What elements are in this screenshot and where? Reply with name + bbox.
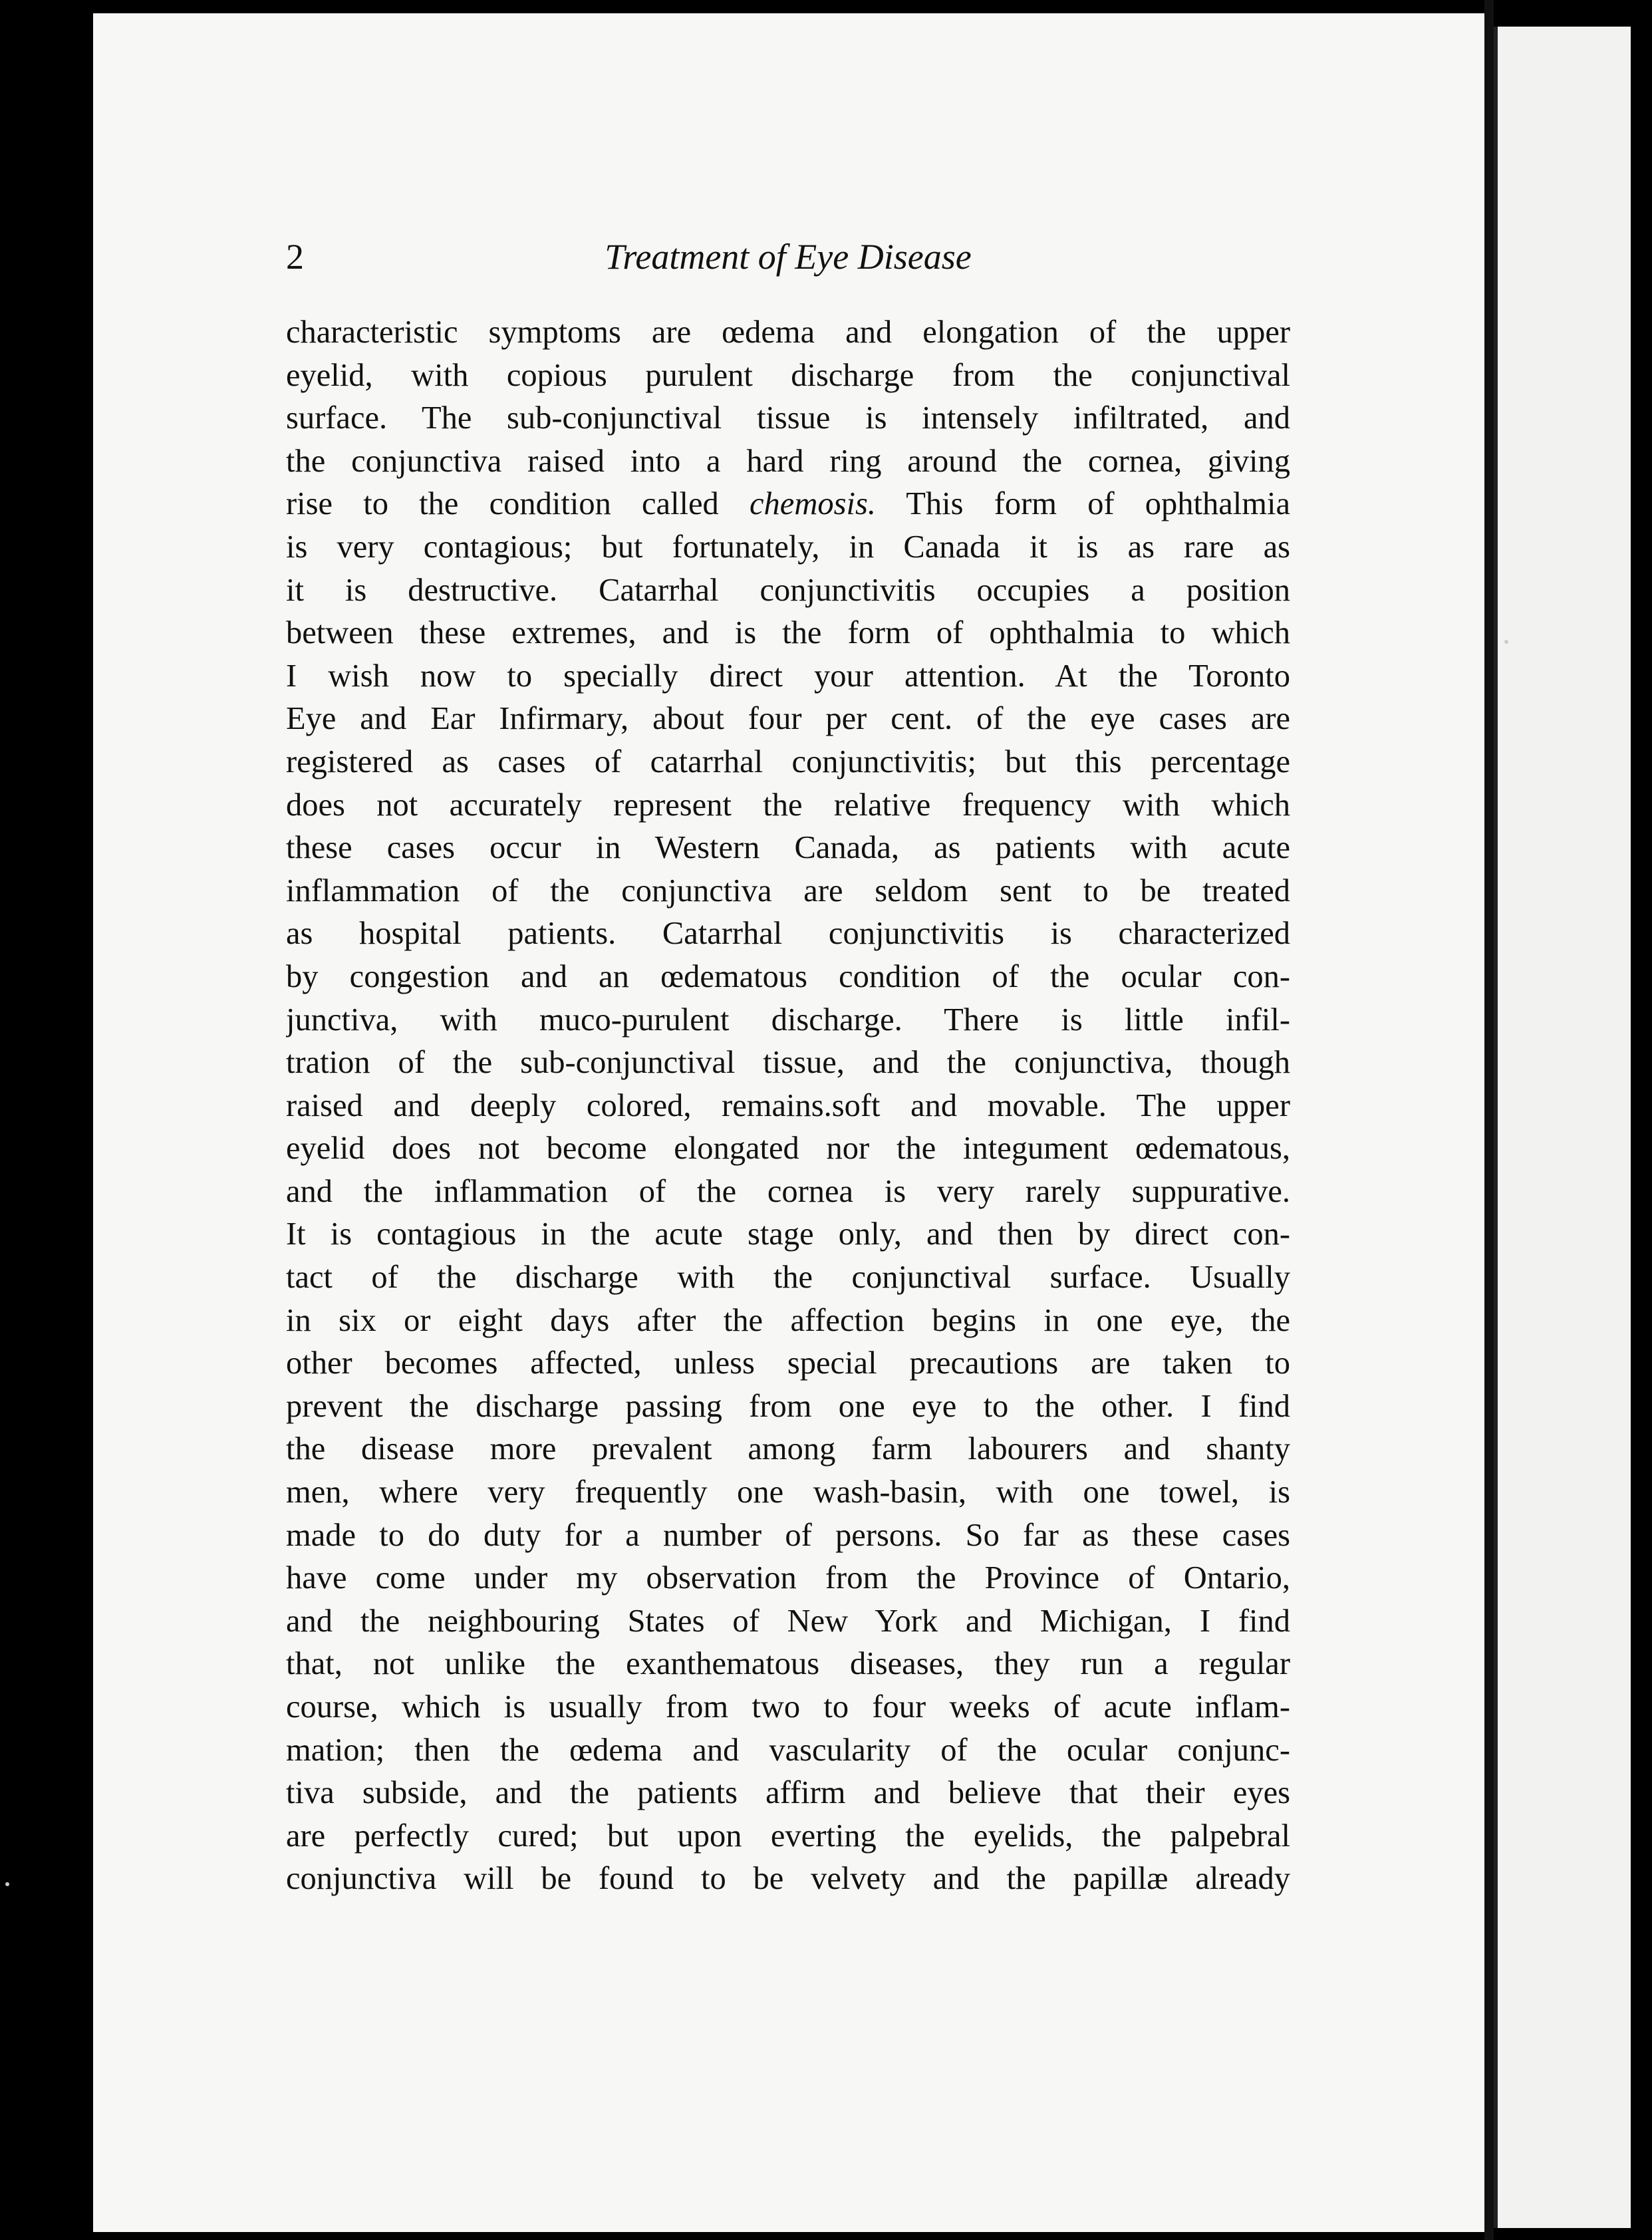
text-line: eyelid, with copious purulent discharge from the conjunctival	[286, 357, 1290, 393]
text-line: Eye and Ear Infirmary, about four per cent. of the eye cases are	[286, 701, 1290, 737]
italic-term: chemosis.	[750, 486, 876, 522]
text-line: inflammation of the conjunctiva are seldom sent to be treated	[286, 873, 1290, 909]
text-line: junctiva, with muco-purulent discharge. There is little infil-	[286, 1002, 1290, 1038]
text-line: have come under my observation from the Province of Ontario,	[286, 1560, 1290, 1596]
adjacent-page-edge	[1494, 27, 1631, 2228]
page-gutter	[1484, 0, 1494, 2240]
text-line: prevent the discharge passing from one eye to the other. I find	[286, 1388, 1290, 1424]
text-line: mation; then the œdema and vascularity of the ocular conjunc-	[286, 1732, 1290, 1768]
text-line: tact of the discharge with the conjunctival surface. Usually	[286, 1260, 1290, 1296]
text-line: as hospital patients. Catarrhal conjunctivitis is characterized	[286, 916, 1290, 952]
page-number: 2	[286, 237, 304, 277]
scan-speck	[1504, 640, 1508, 644]
text-line: these cases occur in Western Canada, as patients with acute	[286, 830, 1290, 866]
text-line: it is destructive. Catarrhal conjunctivitis occupies a position	[286, 572, 1290, 608]
text-line: the conjunctiva raised into a hard ring around the cornea, giving	[286, 443, 1290, 479]
scan-speck	[5, 1882, 9, 1886]
text-line: in six or eight days after the affection begins in one eye, the	[286, 1302, 1290, 1338]
body-text	[286, 311, 1290, 1901]
text-line: raised and deeply colored, remains.soft and movable. The upper	[286, 1087, 1290, 1123]
text-line: other becomes affected, unless special precautions are taken to	[286, 1345, 1290, 1381]
text-line: It is contagious in the acute stage only, and then by direct con-	[286, 1216, 1290, 1252]
text-line: and the inflammation of the cornea is very rarely suppurative.	[286, 1173, 1290, 1209]
text-line: tiva subside, and the patients affirm and believe that their eyes	[286, 1775, 1290, 1811]
text-line: I wish now to specially direct your attention. At the Toronto	[286, 658, 1290, 694]
page-header	[286, 236, 1290, 289]
text-line: are perfectly cured; but upon everting the eyelids, the palpebral	[286, 1818, 1290, 1854]
text-line: characteristic symptoms are œdema and elongation of the upper	[286, 315, 1290, 350]
text-line: between these extremes, and is the form of ophthalmia to which	[286, 615, 1290, 651]
text-segment: This form of ophthalmia	[875, 486, 1290, 522]
text-line: registered as cases of catarrhal conjunctivitis; but this percentage	[286, 744, 1290, 779]
text-line: men, where very frequently one wash-basin, with one towel, is	[286, 1474, 1290, 1510]
text-line: does not accurately represent the relative frequency with which	[286, 787, 1290, 823]
text-line: tration of the sub-conjunctival tissue, and the conjunctiva, though	[286, 1045, 1290, 1081]
text-line: course, which is usually from two to four weeks of acute inflam-	[286, 1689, 1290, 1725]
text-line: the disease more prevalent among farm labourers and shanty	[286, 1431, 1290, 1467]
text-line: eyelid does not become elongated nor the integument œdematous,	[286, 1131, 1290, 1167]
text-line: is very contagious; but fortunately, in Canada it is as rare as	[286, 529, 1290, 565]
text-segment: rise to the condition called	[286, 486, 750, 522]
text-line: made to do duty for a number of persons. So far as these cases	[286, 1517, 1290, 1553]
text-line	[286, 483, 1290, 526]
text-line: by congestion and an œdematous condition of the ocular con-	[286, 958, 1290, 994]
text-line: conjunctiva will be found to be velvety and the papillæ already	[286, 1861, 1290, 1897]
text-line: surface. The sub-conjunctival tissue is intensely infiltrated, and	[286, 400, 1290, 436]
running-head: Treatment of Eye Disease	[605, 237, 972, 277]
text-line: that, not unlike the exanthematous diseases, they run a regular	[286, 1646, 1290, 1682]
text-line: and the neighbouring States of New York and Michigan, I find	[286, 1603, 1290, 1639]
